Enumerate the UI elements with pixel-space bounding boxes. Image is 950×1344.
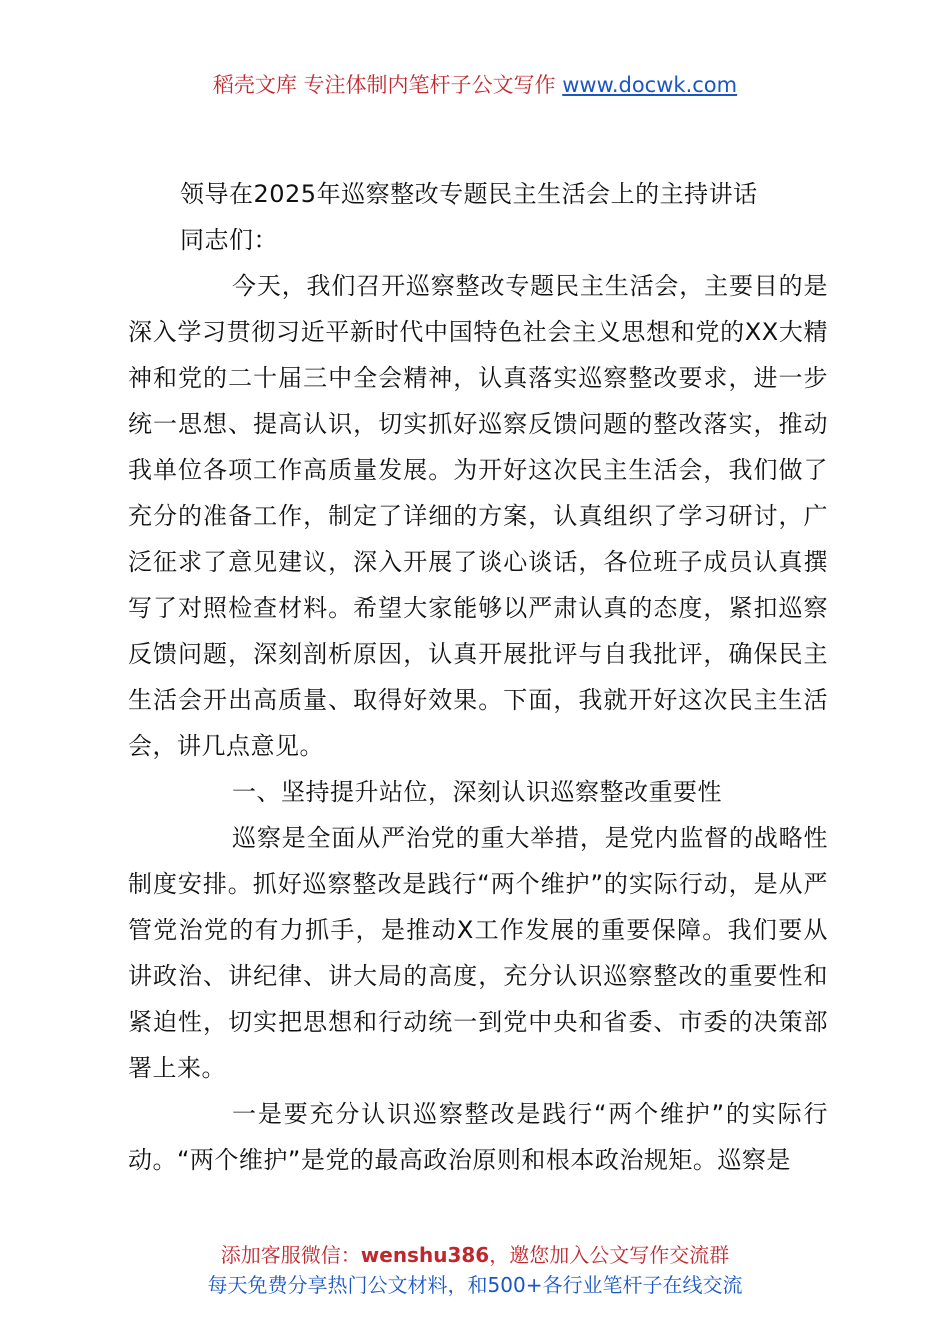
document-title: 领导在2025年巡察整改专题民主生活会上的主持讲话: [180, 180, 758, 208]
paragraph-intro: 今天，我们召开巡察整改专题民主生活会，主要目的是深入学习贯彻习近平新时代中国特色社会主义思想和党的XX大精神和党的二十届三中全会精神，认真落实巡察整改要求，进一步统一思想、提高认识，切实抓好巡察反馈问题的整改落实，推动我单位各项工作高质量发展。为开好这次民主生活会，我们做了充分的准备工作，制定了详细的方案，认真组织了学习研讨，广泛征求了意见建议，深入开展了谈心谈话，各位班子成员认真撰写了对照检查材料。希望大家能够以严肃认真的态度，紧扣巡察反馈问题，深刻剖析原因，认真开展批评与自我批评，确保民主生活会开出高质量、取得好效果。下面，我就开好这次民主生活会，讲几点意见。: [128, 272, 828, 760]
paragraph-section-1: 巡察是全面从严治党的重大举措，是党内监督的战略性制度安排。抓好巡察整改是践行“两个维护”的实际行动，是从严管党治党的有力抓手，是推动X工作发展的重要保障。我们要从讲政治、讲纪律、讲大局的高度，充分认识巡察整改的重要性和紧迫性，切实把思想和行动统一到党中央和省委、市委的决策部署上来。: [128, 824, 828, 1082]
footer-prefix: 添加客服微信：: [220, 1243, 361, 1267]
promo-footer: [0, 1240, 950, 1300]
footer-line-1: [0, 1240, 950, 1270]
header-link[interactable]: www.docwk.com: [562, 73, 738, 97]
document-body: [128, 171, 828, 1183]
footer-line-2: 每天免费分享热门公文材料，和500+各行业笔杆子在线交流: [207, 1273, 743, 1297]
paragraph-point-1: 一是要充分认识巡察整改是践行“两个维护”的实际行动。“两个维护”是党的最高政治原则和根本政治规矩。巡察是: [128, 1100, 828, 1174]
footer-suffix: ，邀您加入公文写作交流群: [489, 1243, 730, 1267]
site-header: [0, 70, 950, 100]
header-slogan: 稻壳文库 专注体制内笔杆子公文写作: [212, 73, 563, 97]
wechat-id: wenshu386: [360, 1243, 490, 1267]
section-heading-1: 一、坚持提升站位，深刻认识巡察整改重要性: [232, 778, 722, 806]
salutation: 同志们：: [180, 226, 278, 254]
